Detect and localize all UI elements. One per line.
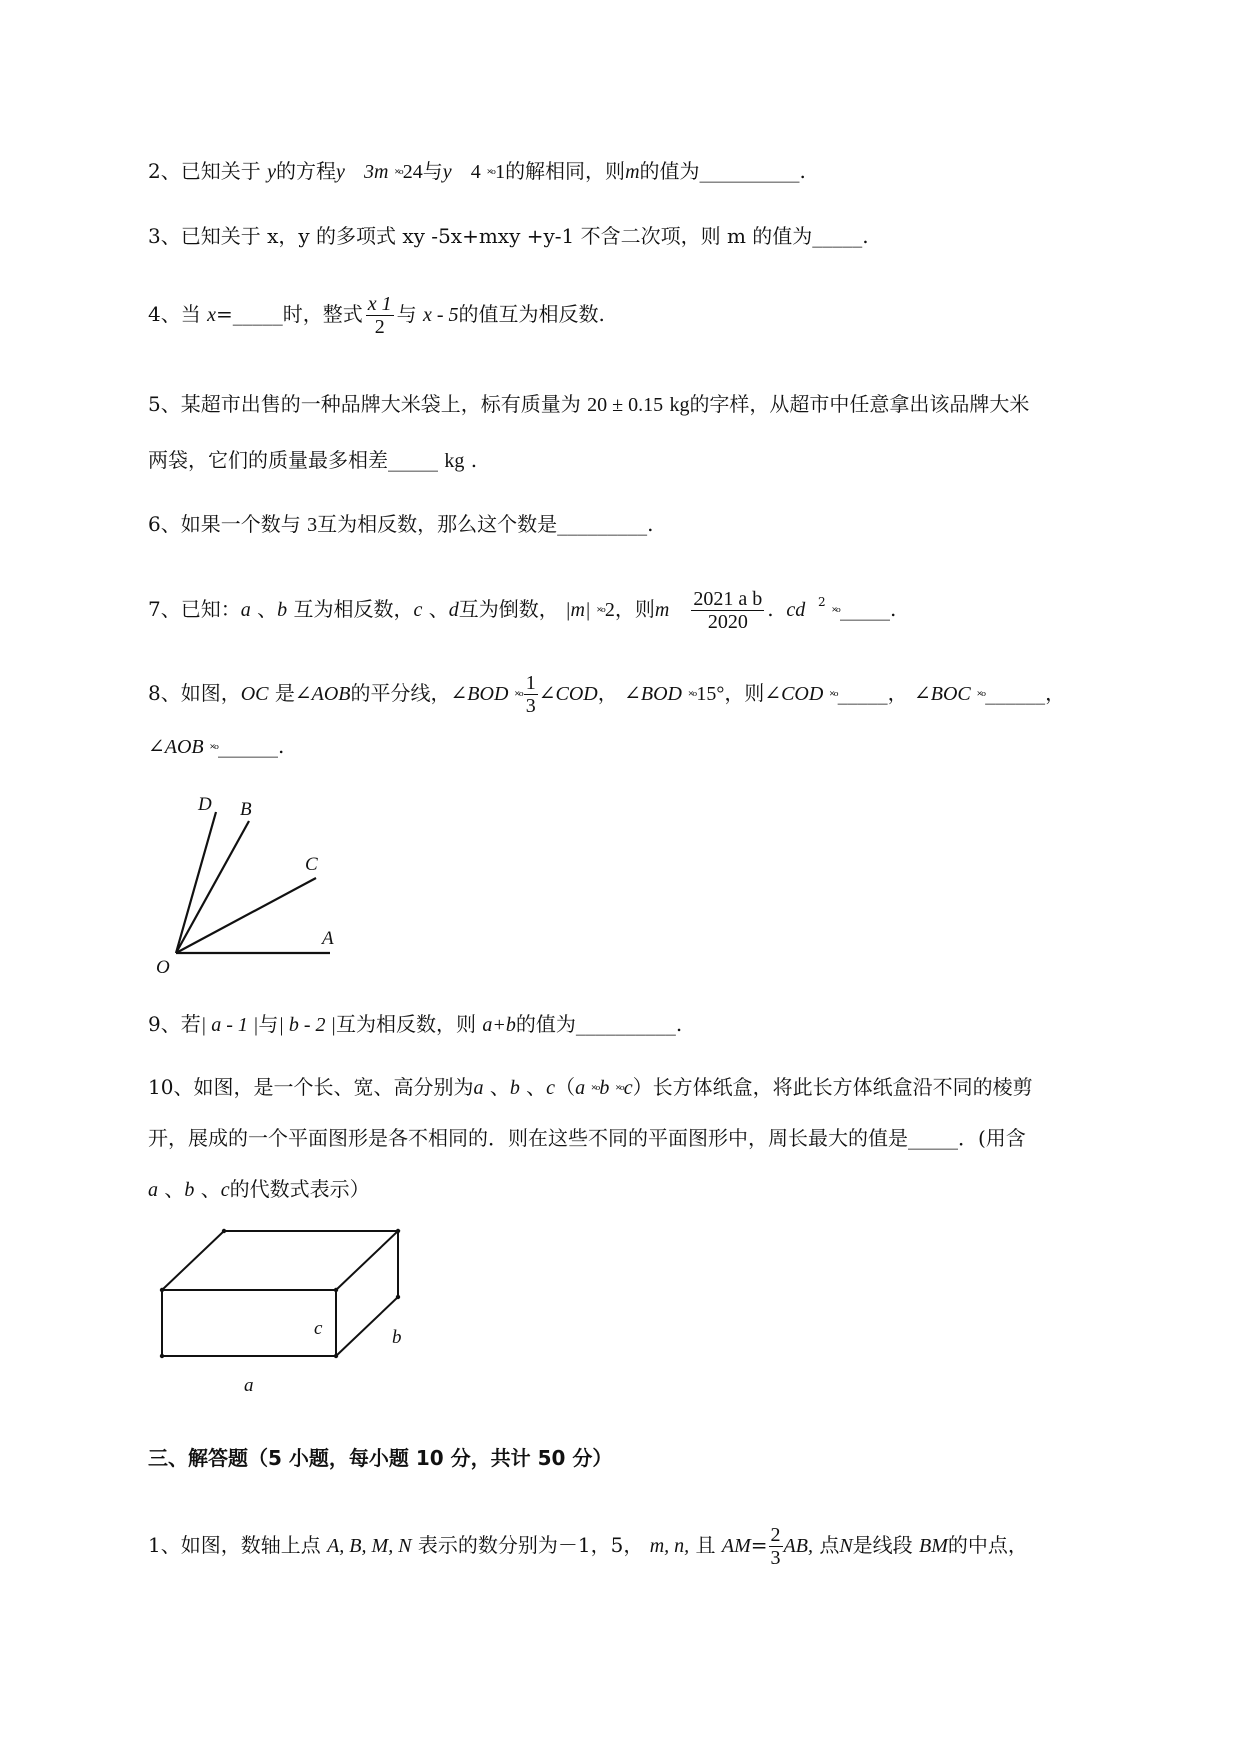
question-5-line-1: 5、某超市出售的一种品牌大米袋上，标有质量为 20 ± 0.15 kg的字样，从超市中任意拿出该品牌大米 <box>148 392 1030 416</box>
question-4: 4、当 x=_____时，整式 $\frac{x 1}{2}$ 与 x - 5的值互为相反数. <box>148 293 605 338</box>
fraction: $\frac{2}{3}$ <box>770 1524 781 1569</box>
question-10-line-2: 开，展成的一个平面图形是各不相同的．则在这些不同的平面图形中，周长最大的值是_____．(用含 <box>148 1126 1026 1150</box>
question-number: 2、 <box>148 159 181 183</box>
fraction: $\frac{x 1}{2}$ <box>367 293 392 338</box>
fraction: $\frac{1}{3}$ <box>525 672 536 717</box>
question-3: 3、已知关于 x，y 的多项式 xy -5x+mxy +y-1 不含二次项，则 m 的值为_____. <box>148 224 869 248</box>
box-side-face <box>336 1231 398 1356</box>
question-5-line-2: 两袋，它们的质量最多相差_____ kg . <box>148 448 478 472</box>
question-8-line-1: 8、如图，OC 是∠AOB的平分线，∠BOD ˟ᵒ $\frac{1}{3}$ ∠COD， ∠BOD ˟ᵒ15°，则∠COD ˟ᵒ_____， ∠BOC ˟ᵒ______， <box>148 672 1066 717</box>
label-b: B <box>240 799 252 820</box>
question-10-line-3: a 、b 、c的代数式表示） <box>148 1177 370 1201</box>
section-title: 三、解答题（5 小题，每小题 10 分，共计 50 分） <box>148 1446 613 1470</box>
question-2: 2、已知关于 y的方程y 3m ˟ᵒ24与y 4 ˟ᵒ1的解相同，则m的值为__________. <box>148 159 806 183</box>
box-figure <box>148 1220 428 1400</box>
ray-od <box>176 812 216 953</box>
question-6: 6、如果一个数与 3互为相反数，那么这个数是_________. <box>148 512 654 536</box>
angle-figure <box>148 790 348 980</box>
label-o: O <box>156 957 170 978</box>
label-b: b <box>392 1327 402 1348</box>
fraction: $\frac{\text{2021 a b}}{2020}$ <box>693 588 763 633</box>
label-c: C <box>305 854 318 875</box>
box-front-face <box>162 1290 336 1356</box>
label-d: D <box>198 794 212 815</box>
problem-1: 1、如图，数轴上点 A, B, M, N 表示的数分别为－1，5， m, n, 且 AM= $\frac{2}{3}$ AB, 点N是线段 BM的中点， <box>148 1524 1028 1569</box>
label-c: c <box>314 1318 323 1339</box>
box-top-face <box>162 1231 398 1290</box>
question-8-line-2: ∠AOB ˟ᵒ______. <box>148 734 285 758</box>
question-10-line-1: 10、如图，是一个长、宽、高分别为a 、b 、c（a ˟ᵒb ˟ᵒc）长方体纸盒，将此长方体纸盒沿不同的棱剪 <box>148 1075 1033 1099</box>
question-7: 7、已知：a 、b 互为相反数，c 、d互为倒数， |m| ˟ᵒ2，则m $\frac{\text{2021 a b}}{2020}$ . cd $^2$ ˟ᵒ_____. <box>148 588 897 633</box>
label-a: A <box>322 928 334 949</box>
label-a: a <box>244 1375 254 1396</box>
question-9: 9、若| a - 1 |与| b - 2 |互为相反数，则 a+b的值为__________. <box>148 1012 683 1036</box>
